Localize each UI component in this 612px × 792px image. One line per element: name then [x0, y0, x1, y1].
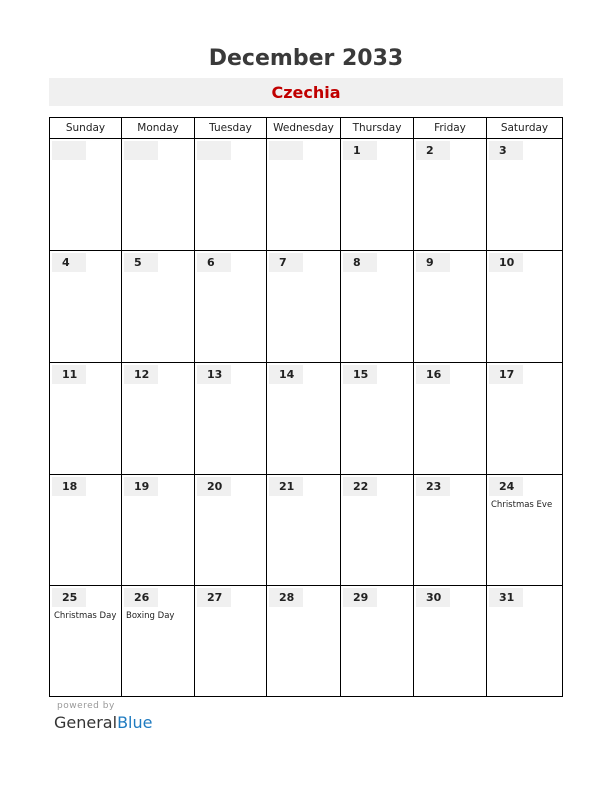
day-number: 1 [343, 141, 377, 160]
weekday-header-saturday: Saturday [500, 122, 549, 134]
day-cell-10[interactable] [487, 251, 562, 362]
day-number: 25 [52, 588, 86, 607]
powered-by-label: powered by [57, 701, 115, 711]
day-number: 27 [197, 588, 231, 607]
day-number: 29 [343, 588, 377, 607]
day-cell-20[interactable] [195, 475, 267, 585]
day-number: 15 [343, 365, 377, 384]
empty-day-cell[interactable] [267, 139, 341, 250]
holiday-label: Boxing Day [126, 611, 175, 621]
country-name: Czechia [271, 83, 341, 102]
calendar-grid [49, 117, 563, 697]
day-number: 31 [489, 588, 523, 607]
day-cell-14[interactable] [267, 363, 341, 474]
day-cell-13[interactable] [195, 363, 267, 474]
day-cell-22[interactable] [341, 475, 414, 585]
brand-name-general: General [54, 713, 118, 732]
day-number: 17 [489, 365, 523, 384]
brand-name-blue: Blue [117, 713, 153, 732]
day-number: 13 [197, 365, 231, 384]
weekday-header-sunday: Sunday [50, 118, 122, 139]
generalblue-logo[interactable] [54, 713, 152, 732]
day-cell-4[interactable] [50, 251, 122, 362]
day-number: 10 [489, 253, 523, 272]
day-cell-16[interactable] [414, 363, 487, 474]
day-number: 2 [416, 141, 450, 160]
day-cell-21[interactable] [267, 475, 341, 585]
day-number [197, 141, 231, 160]
day-cell-31[interactable] [487, 586, 562, 697]
day-number: 19 [124, 477, 158, 496]
day-number: 7 [269, 253, 303, 272]
day-cell-5[interactable] [122, 251, 195, 362]
weekday-header-tuesday: Tuesday [195, 118, 267, 139]
day-cell-29[interactable] [341, 586, 414, 697]
day-cell-11[interactable] [50, 363, 122, 474]
day-number: 28 [269, 588, 303, 607]
holiday-label: Christmas Day [54, 611, 117, 621]
day-cell-24[interactable] [487, 475, 562, 585]
day-number: 22 [343, 477, 377, 496]
day-number: 12 [124, 365, 158, 384]
day-cell-23[interactable] [414, 475, 487, 585]
day-cell-15[interactable] [341, 363, 414, 474]
day-cell-17[interactable] [487, 363, 562, 474]
day-cell-18[interactable] [50, 475, 122, 585]
day-cell-28[interactable] [267, 586, 341, 697]
day-cell-12[interactable] [122, 363, 195, 474]
weekday-header-monday: Monday [122, 118, 195, 139]
holiday-label: Christmas Eve [491, 500, 553, 510]
day-cell-26[interactable] [122, 586, 195, 697]
day-number: 3 [489, 141, 523, 160]
day-number: 8 [343, 253, 377, 272]
day-number: 14 [269, 365, 303, 384]
day-number: 26 [124, 588, 158, 607]
day-number: 30 [416, 588, 450, 607]
empty-day-cell[interactable] [50, 139, 122, 250]
day-cell-6[interactable] [195, 251, 267, 362]
day-cell-8[interactable] [341, 251, 414, 362]
day-number: 5 [124, 253, 158, 272]
day-number: 24 [489, 477, 523, 496]
day-cell-30[interactable] [414, 586, 487, 697]
weekday-header-thursday: Thursday [341, 118, 414, 139]
day-number: 20 [197, 477, 231, 496]
day-cell-25[interactable] [50, 586, 122, 697]
day-cell-2[interactable] [414, 139, 487, 250]
day-number: 18 [52, 477, 86, 496]
day-number [124, 141, 158, 160]
day-number: 4 [52, 253, 86, 272]
calendar-title: December 2033 [208, 46, 404, 71]
day-number: 6 [197, 253, 231, 272]
day-cell-27[interactable] [195, 586, 267, 697]
empty-day-cell[interactable] [195, 139, 267, 250]
day-cell-1[interactable] [341, 139, 414, 250]
day-number: 16 [416, 365, 450, 384]
day-number: 21 [269, 477, 303, 496]
weekday-header-wednesday: Wednesday [267, 118, 341, 139]
weekday-header-friday: Friday [414, 118, 487, 139]
day-number: 9 [416, 253, 450, 272]
day-number [269, 141, 303, 160]
day-number: 11 [52, 365, 86, 384]
day-cell-19[interactable] [122, 475, 195, 585]
day-number: 23 [416, 477, 450, 496]
day-cell-9[interactable] [414, 251, 487, 362]
day-cell-7[interactable] [267, 251, 341, 362]
day-cell-3[interactable] [487, 139, 562, 250]
day-number [52, 141, 86, 160]
empty-day-cell[interactable] [122, 139, 195, 250]
